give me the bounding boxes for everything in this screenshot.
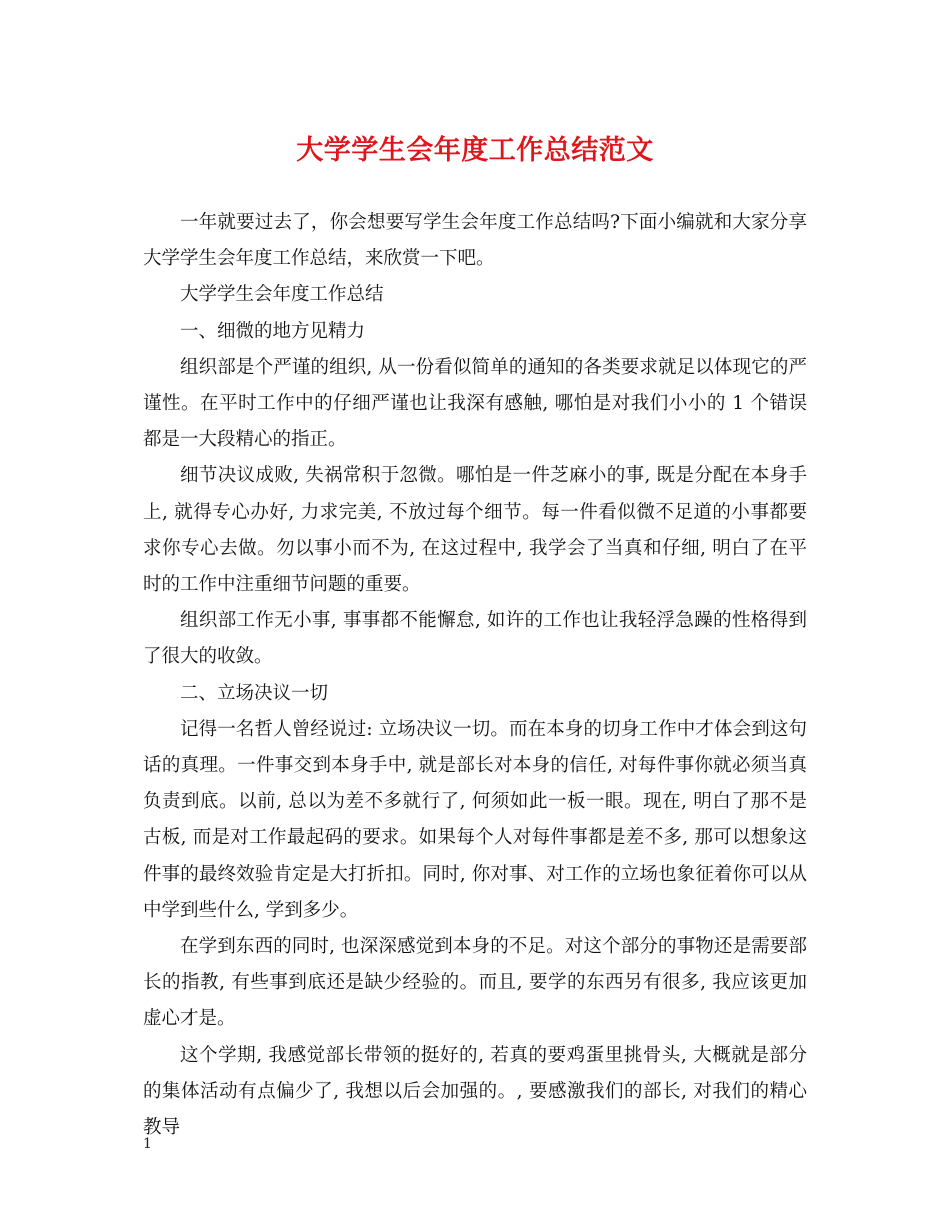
paragraph-intro: 一年就要过去了，你会想要写学生会年度工作总结吗?下面小编就和大家分享大学学生会年度工作总结，来欣赏一下吧。 [143, 212, 807, 270]
document-body [143, 205, 807, 1146]
document-title: 大学学生会年度工作总结范文 [296, 135, 654, 166]
page-number: 1 [143, 1136, 152, 1152]
section-heading-1: 一、细微的地方见精力 [180, 320, 366, 342]
paragraph-subtitle: 大学学生会年度工作总结 [180, 284, 384, 306]
paragraph: 细节决议成败, 失祸常积于忽微。哪怕是一件芝麻小的事, 既是分配在本身手上, 就得专心办好, 力求完美, 不放过每个细节。每一件看似微不足道的小事都要求你专心去做。勿以事小而不为, 在这过程中, 我学会了当真和仔细, 明白了在平时的工作中注重细节问题的重要。 [143, 465, 807, 596]
paragraph: 记得一名哲人曾经说过: 立场决议一切。而在本身的切身工作中才体会到这句话的真理。一件事交到本身手中, 就是部长对本身的信任, 对每件事你就必须当真负责到底。以前, 总以为差不多就行了, 何须如此一板一眼。现在, 明白了那不是古板, 而是对工作最起码的要求。如果每个人对每件事都是差不多, 那可以想象这件事的最终效验肯定是大打折扣。同时, 你对事、对工作的立场也象征着你可以从中学到些什么, 学到多少。 [143, 718, 807, 921]
paragraph: 组织部工作无小事, 事事都不能懈怠, 如许的工作也让我轻浮急躁的性格得到了很大的收敛。 [143, 610, 807, 668]
paragraph: 在学到东西的同时, 也深深感觉到本身的不足。对这个部分的事物还是需要部长的指教, 有些事到底还是缺少经验的。而且, 要学的东西另有很多, 我应该更加虚心才是。 [143, 936, 807, 1030]
paragraph: 这个学期, 我感觉部长带领的挺好的, 若真的要鸡蛋里挑骨头, 大概就是部分的集体活动有点偏少了, 我想以后会加强的。, 要感激我们的部长, 对我们的精心教导 [143, 1044, 807, 1139]
section-heading-2: 二、立场决议一切 [180, 682, 329, 704]
paragraph: 组织部是个严谨的组织, 从一份看似简单的通知的各类要求就足以体现它的严谨性。在平时工作中的仔细严谨也让我深有感触, 哪怕是对我们小小的 1 个错误都是一大段精心的指正。 [143, 356, 807, 451]
